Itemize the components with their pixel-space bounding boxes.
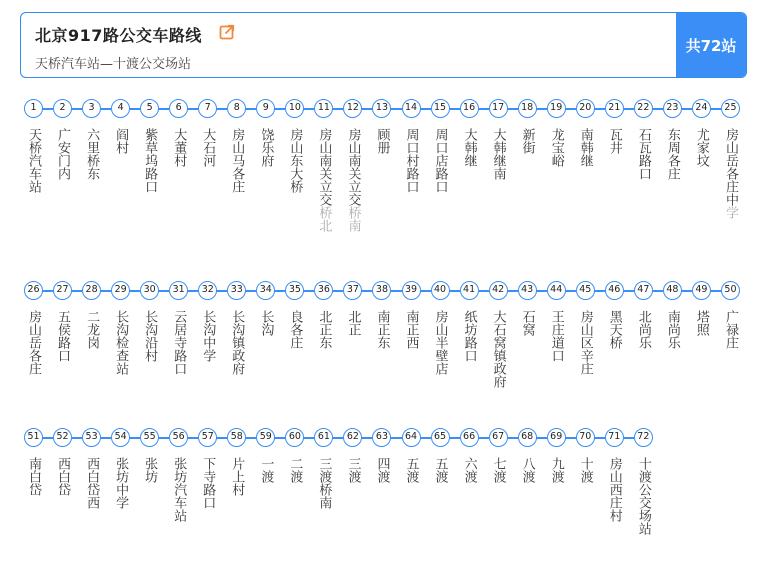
stop-number: 34	[256, 281, 275, 300]
stop-number: 4	[111, 99, 130, 118]
stop-name: 东周各庄	[664, 128, 680, 180]
stop-item[interactable]	[109, 428, 138, 588]
stop-item[interactable]	[661, 281, 690, 441]
stop-number: 51	[24, 428, 43, 447]
stop-item[interactable]	[51, 99, 80, 259]
stop-number: 38	[372, 281, 391, 300]
stop-item[interactable]	[458, 281, 487, 441]
stop-name: 房山南关立交桥南	[345, 128, 361, 232]
stop-number: 57	[198, 428, 217, 447]
stop-number: 21	[605, 99, 624, 118]
stop-name: 六渡	[461, 457, 477, 483]
stop-name: 北正	[345, 310, 361, 336]
stop-item[interactable]	[719, 281, 748, 441]
stop-item[interactable]	[254, 428, 283, 588]
stop-number: 30	[140, 281, 159, 300]
stop-name: 下寺路口	[200, 457, 216, 509]
stop-name: 房山东大桥	[287, 128, 303, 193]
stop-item[interactable]	[225, 99, 254, 259]
stop-name: 长沟检查站	[113, 310, 129, 375]
stop-item[interactable]	[603, 428, 632, 588]
stop-name: 房山马各庄	[229, 128, 245, 193]
stop-name: 饶乐府	[258, 128, 274, 167]
stop-item[interactable]	[429, 428, 458, 588]
stop-number: 49	[692, 281, 711, 300]
stop-number: 33	[227, 281, 246, 300]
stop-number: 53	[82, 428, 101, 447]
stop-name: 二龙岗	[84, 310, 100, 349]
stop-item[interactable]	[458, 428, 487, 588]
stop-name: 五渡	[432, 457, 448, 483]
stop-name: 紫草坞路口	[142, 128, 158, 193]
stop-name: 房山南关立交桥北	[316, 128, 332, 232]
stop-item[interactable]	[283, 99, 312, 259]
stop-item[interactable]	[167, 281, 196, 441]
stop-name: 大董村	[171, 128, 187, 167]
stop-name: 张坊中学	[113, 457, 129, 509]
stop-number: 41	[460, 281, 479, 300]
stop-name: 广安门内	[55, 128, 71, 180]
stop-item[interactable]	[22, 281, 51, 441]
stop-item[interactable]	[51, 428, 80, 588]
stop-number: 39	[402, 281, 421, 300]
stop-number: 12	[343, 99, 362, 118]
stop-item[interactable]	[254, 99, 283, 259]
stop-name: 片上村	[229, 457, 245, 496]
stop-name: 广禄庄	[722, 310, 738, 349]
stop-name: 纸坊路口	[461, 310, 477, 362]
stop-name: 南白岱	[26, 457, 41, 496]
stop-name: 大石窝镇政府	[490, 310, 506, 388]
stop-number: 59	[256, 428, 275, 447]
stop-name: 三渡桥南	[316, 457, 332, 509]
stop-item[interactable]	[574, 428, 603, 588]
stop-item[interactable]	[138, 99, 167, 259]
route-header-card	[20, 12, 747, 78]
stop-number: 40	[431, 281, 450, 300]
stop-number: 11	[314, 99, 333, 118]
stop-item[interactable]	[603, 281, 632, 441]
stop-number: 62	[343, 428, 362, 447]
stop-number: 27	[53, 281, 72, 300]
stop-number: 66	[460, 428, 479, 447]
stop-number: 54	[111, 428, 130, 447]
stop-item[interactable]	[22, 428, 51, 588]
stop-item[interactable]	[429, 99, 458, 259]
stop-number: 72	[634, 428, 653, 447]
stop-number: 68	[518, 428, 537, 447]
stop-item[interactable]	[458, 99, 487, 259]
stop-name: 长沟中学	[200, 310, 216, 362]
stop-name: 瓦井	[606, 128, 622, 154]
stop-name: 石窝	[519, 310, 535, 336]
external-link-icon[interactable]	[219, 24, 235, 40]
stop-number: 48	[663, 281, 682, 300]
stop-name: 五侯路口	[55, 310, 71, 362]
stop-name: 七渡	[490, 457, 506, 483]
stop-number: 24	[692, 99, 711, 118]
stop-item[interactable]	[80, 281, 109, 441]
stop-number: 23	[663, 99, 682, 118]
stop-name: 王庄道口	[548, 310, 564, 362]
stop-name: 十渡公交场站	[635, 457, 651, 535]
stop-name: 张坊汽车站	[171, 457, 187, 522]
stop-name: 顾册	[374, 128, 390, 154]
stop-item[interactable]	[22, 99, 51, 259]
stop-item[interactable]	[400, 428, 429, 588]
stop-name: 石瓦路口	[635, 128, 651, 180]
stop-item[interactable]	[167, 99, 196, 259]
stop-number: 9	[256, 99, 275, 118]
stop-item[interactable]	[312, 281, 341, 441]
stop-name: 南韩继	[577, 128, 593, 167]
stop-item[interactable]	[341, 99, 370, 259]
stop-number: 47	[634, 281, 653, 300]
stop-item[interactable]	[574, 281, 603, 441]
stop-number: 65	[431, 428, 450, 447]
stop-item[interactable]	[80, 99, 109, 259]
stop-name: 房山区辛庄	[577, 310, 593, 375]
stop-name: 大石河	[200, 128, 216, 167]
stop-item[interactable]	[400, 281, 429, 441]
stop-name: 十渡	[577, 457, 593, 483]
stop-name: 黑天桥	[606, 310, 622, 349]
stop-number: 25	[721, 99, 740, 118]
stop-name: 房山西庄村	[606, 457, 622, 522]
stop-item[interactable]	[545, 99, 574, 259]
stop-number: 69	[547, 428, 566, 447]
stop-number: 35	[285, 281, 304, 300]
stop-item[interactable]	[400, 99, 429, 259]
stop-number: 15	[431, 99, 450, 118]
stop-number: 63	[372, 428, 391, 447]
stop-number: 55	[140, 428, 159, 447]
stop-name: 房山岳各庄中学	[722, 128, 738, 219]
stop-name: 尤家坟	[693, 128, 709, 167]
stop-name: 房山半壁店	[432, 310, 448, 375]
stop-item[interactable]	[661, 99, 690, 259]
stop-item[interactable]	[545, 281, 574, 441]
stop-name: 五渡	[403, 457, 419, 483]
stop-item[interactable]	[109, 281, 138, 441]
stop-item[interactable]	[109, 99, 138, 259]
stop-number: 52	[53, 428, 72, 447]
stop-number: 1	[24, 99, 43, 118]
stop-number: 50	[721, 281, 740, 300]
stop-number: 61	[314, 428, 333, 447]
stop-name: 龙宝峪	[548, 128, 564, 167]
stop-number: 36	[314, 281, 333, 300]
stop-item[interactable]	[138, 281, 167, 441]
stop-number: 58	[227, 428, 246, 447]
stop-number: 70	[576, 428, 595, 447]
stop-name: 周口店路口	[432, 128, 448, 193]
stop-name: 四渡	[374, 457, 390, 483]
stop-item[interactable]	[487, 281, 516, 441]
stop-name: 阎村	[113, 128, 129, 154]
stop-number: 7	[198, 99, 217, 118]
stop-name: 南正西	[403, 310, 419, 349]
stop-name: 北正东	[316, 310, 332, 349]
stop-number: 37	[343, 281, 362, 300]
stop-number: 32	[198, 281, 217, 300]
stop-number: 19	[547, 99, 566, 118]
stop-name: 新街	[519, 128, 535, 154]
stop-name: 西白岱西	[84, 457, 100, 509]
stop-item[interactable]	[632, 281, 661, 441]
stop-name: 一渡	[258, 457, 274, 483]
stop-name: 良各庄	[287, 310, 303, 349]
stop-number: 3	[82, 99, 101, 118]
stop-item[interactable]	[487, 428, 516, 588]
stop-item[interactable]	[196, 281, 225, 441]
stop-item[interactable]	[516, 99, 545, 259]
stop-name: 云居寺路口	[171, 310, 187, 375]
stop-number: 60	[285, 428, 304, 447]
stop-name: 塔照	[693, 310, 709, 336]
stop-number: 28	[82, 281, 101, 300]
stop-number: 56	[169, 428, 188, 447]
stop-number: 18	[518, 99, 537, 118]
stop-name: 西白岱	[55, 457, 71, 496]
stop-item[interactable]	[516, 281, 545, 441]
stop-item[interactable]	[545, 428, 574, 588]
stop-item[interactable]	[225, 428, 254, 588]
stop-item[interactable]	[370, 428, 399, 588]
stop-number: 45	[576, 281, 595, 300]
stop-name: 长沟	[258, 310, 274, 336]
stop-item[interactable]	[196, 99, 225, 259]
stop-number: 42	[489, 281, 508, 300]
stop-item[interactable]	[283, 428, 312, 588]
stop-item[interactable]	[51, 281, 80, 441]
stop-number: 13	[372, 99, 391, 118]
stop-number: 8	[227, 99, 246, 118]
stop-item[interactable]	[254, 281, 283, 441]
stop-item[interactable]	[690, 281, 719, 441]
stop-number: 10	[285, 99, 304, 118]
stop-name: 张坊	[142, 457, 158, 483]
stop-item[interactable]	[574, 99, 603, 259]
stop-name: 房山岳各庄	[26, 310, 41, 375]
stop-item[interactable]	[632, 428, 661, 588]
stop-number: 44	[547, 281, 566, 300]
stop-item[interactable]	[690, 99, 719, 259]
stop-number: 16	[460, 99, 479, 118]
stop-name: 天桥汽车站	[26, 128, 41, 193]
stop-number: 43	[518, 281, 537, 300]
stop-item[interactable]	[370, 99, 399, 259]
stop-item[interactable]	[341, 428, 370, 588]
stop-item[interactable]	[603, 99, 632, 259]
stop-number: 14	[402, 99, 421, 118]
stop-name: 九渡	[548, 457, 564, 483]
stop-item[interactable]	[167, 428, 196, 588]
stop-name: 大韩继	[461, 128, 477, 167]
stop-item[interactable]	[516, 428, 545, 588]
stop-number: 5	[140, 99, 159, 118]
stop-name: 南尚乐	[664, 310, 680, 349]
stop-item[interactable]	[138, 428, 167, 588]
stop-name: 大韩继南	[490, 128, 506, 180]
stop-item[interactable]	[80, 428, 109, 588]
stop-name: 六里桥东	[84, 128, 100, 180]
stop-name: 二渡	[287, 457, 303, 483]
stop-item[interactable]	[632, 99, 661, 259]
stop-name: 北尚乐	[635, 310, 651, 349]
stop-count-badge: 共72站	[676, 13, 746, 77]
stop-item[interactable]	[429, 281, 458, 441]
stop-item[interactable]	[719, 99, 748, 259]
stop-number: 46	[605, 281, 624, 300]
stop-item[interactable]	[283, 281, 312, 441]
stop-item[interactable]	[312, 99, 341, 259]
stop-item[interactable]	[312, 428, 341, 588]
route-title: 北京917路公交车路线	[35, 26, 202, 45]
stop-name: 长沟沿村	[142, 310, 158, 362]
stop-name: 长沟镇政府	[229, 310, 245, 375]
stop-item[interactable]	[225, 281, 254, 441]
stop-number: 17	[489, 99, 508, 118]
stop-number: 64	[402, 428, 421, 447]
stop-number: 31	[169, 281, 188, 300]
stop-item[interactable]	[370, 281, 399, 441]
stop-name: 三渡	[345, 457, 361, 483]
stop-number: 6	[169, 99, 188, 118]
stop-name: 周口村路口	[403, 128, 419, 193]
stop-name: 南正东	[374, 310, 390, 349]
stop-name: 八渡	[519, 457, 535, 483]
stop-number: 67	[489, 428, 508, 447]
stop-number: 71	[605, 428, 624, 447]
stop-number: 29	[111, 281, 130, 300]
stop-item[interactable]	[341, 281, 370, 441]
stop-number: 2	[53, 99, 72, 118]
route-endpoints: 天桥汽车站—十渡公交场站	[35, 57, 192, 72]
stop-item[interactable]	[487, 99, 516, 259]
stop-number: 20	[576, 99, 595, 118]
stop-number: 22	[634, 99, 653, 118]
stop-item[interactable]	[196, 428, 225, 588]
stop-number: 26	[24, 281, 43, 300]
